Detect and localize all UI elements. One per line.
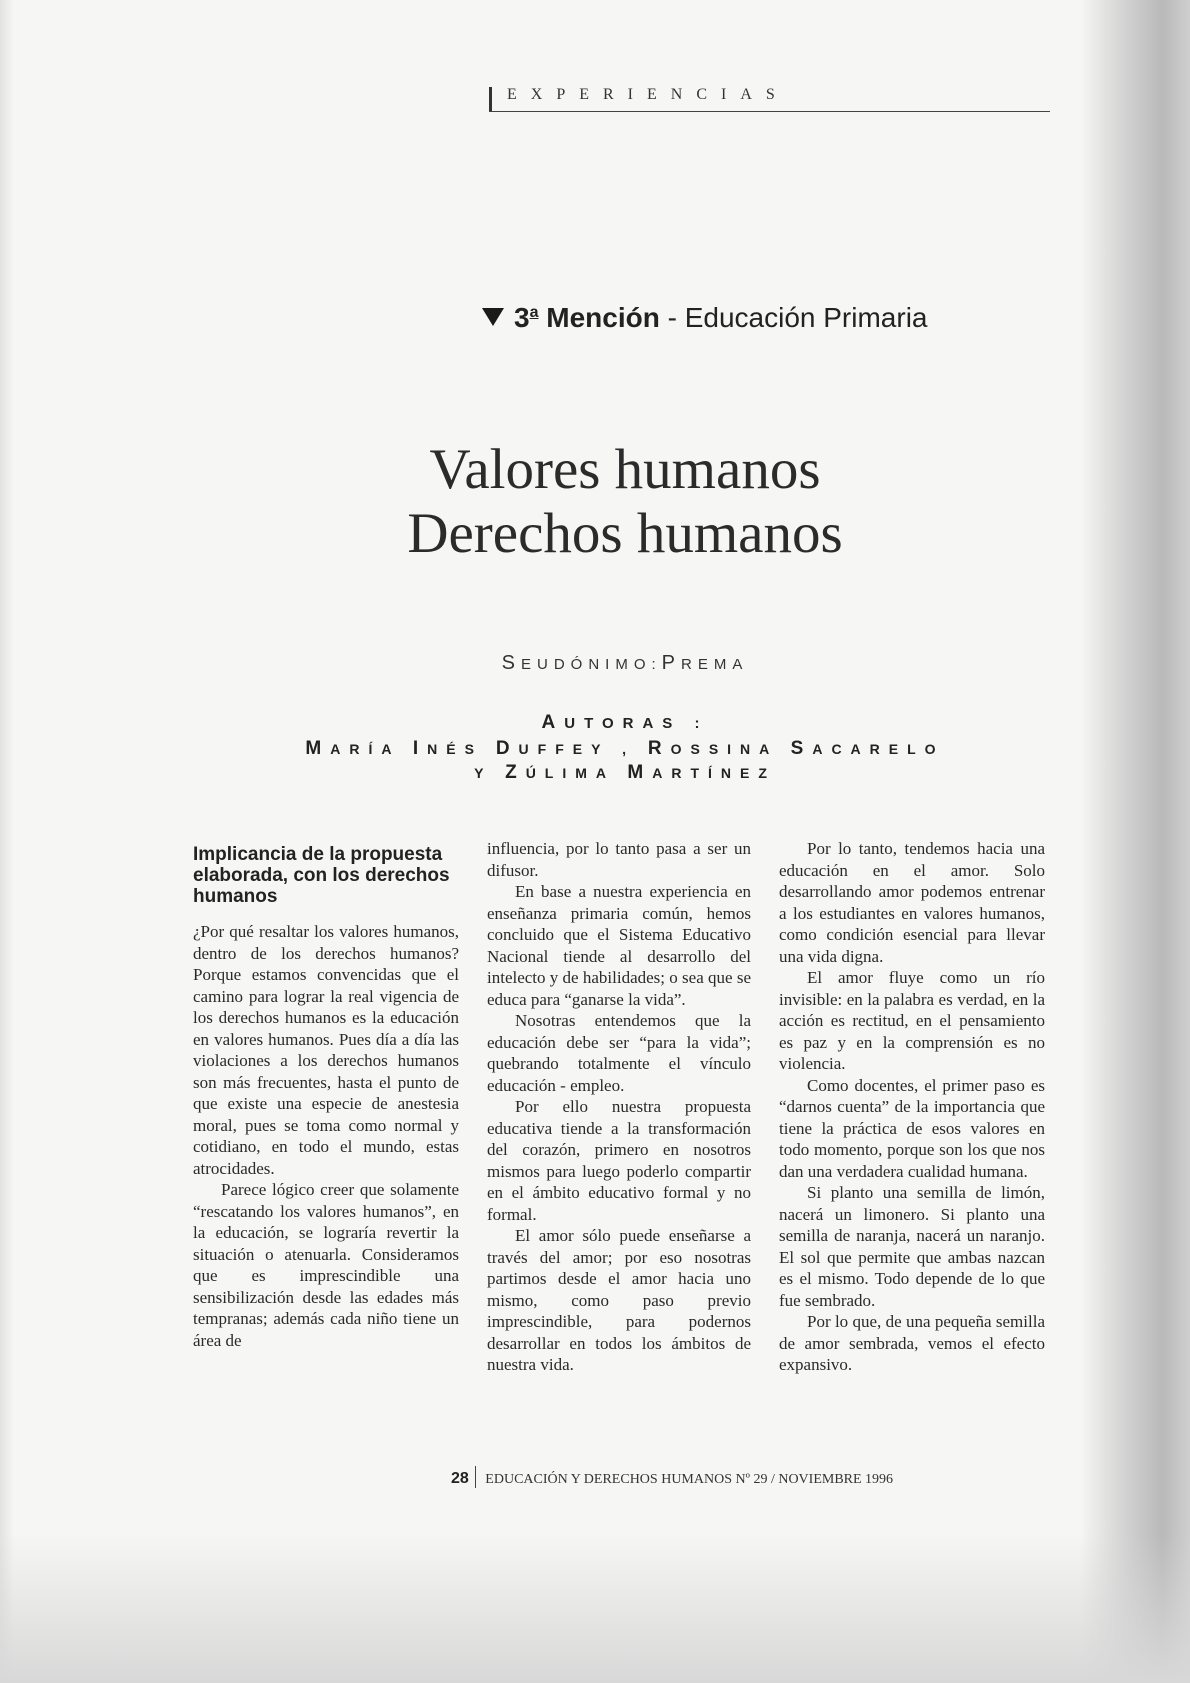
section-bar-icon — [489, 87, 492, 111]
subheading: Implicancia de la propuesta elaborada, con los derechos humanos — [193, 844, 450, 907]
author-name-part: INÉS — [412, 738, 483, 759]
mention-line — [482, 302, 1042, 334]
article-title — [0, 438, 1190, 566]
authors-line-1 — [0, 738, 1190, 760]
paragraph: Por ello nuestra propuesta educativa tiende a la transformación del corazón, primero en nosotros mismos para luego poderlo compartir en el ámbito educativo formal y no formal. — [487, 1097, 751, 1224]
mention-ordinal: a — [529, 304, 539, 321]
title-line-1: Valores humanos — [429, 438, 821, 501]
body-column-3 — [779, 838, 1045, 1376]
title-line-2: Derechos humanos — [407, 502, 843, 565]
page-bottom-shadow — [0, 1533, 1190, 1683]
paragraph: Por lo que, de una pequeña semilla de amor sembrada, vemos el efecto expansivo. — [779, 1312, 1045, 1374]
paragraph: influencia, por lo tanto pasa a ser un difusor. — [487, 839, 751, 880]
section-header — [489, 85, 1050, 112]
paragraph: Si planto una semilla de limón, nacerá un limonero. Si planto una semilla de naranja, nacerá un naranjo. El sol que permite que ambas nazcan es el mismo. Todo depende de lo que fue sembrado. — [779, 1183, 1045, 1310]
mention-rank: 3$^a$ Mención — [514, 302, 660, 333]
issue-info: Nº 29 / NOVIEMBRE 1996 — [735, 1472, 894, 1487]
pseudonym-label: EUDÓNIMO — [520, 656, 652, 673]
paragraph: Como docentes, el primer paso es “darnos cuenta” de la importancia que tiene la práctica de esos valores en todo momento, porque son los que nos dan una verdadera cualidad humana. — [779, 1075, 1045, 1181]
pseudonym-sep: : — [651, 656, 662, 673]
paragraph: ¿Por qué resaltar los valores humanos, dentro de los derechos humanos? Porque estamos convencidas que el camino para lograr la real vigencia de los derechos humanos es la educación en valores humanos. Pues día a día las violaciones a los derechos humanos son más frecuentes, hasta el punto de que existe una especie de anestesia moral, pues se toma como normal y cotidiano, en todo el mundo, estas atrocidades. — [193, 922, 459, 1178]
page-left-edge — [0, 0, 14, 1683]
mention-word: Mención — [546, 302, 660, 333]
author-name-part: ZÚLIMA — [505, 762, 615, 783]
author-name-part: MARTÍNEZ — [627, 762, 776, 783]
publication-name: EDUCACIÓN Y DERECHOS HUMANOS — [485, 1472, 732, 1487]
author-name-part: SACARELO — [790, 738, 945, 759]
pseudonym-value: REMA — [681, 656, 749, 673]
paragraph: En base a nuestra experiencia en enseñanza primaria común, hemos concluido que el Sistema Educativo Nacional tiende al desarrollo del intelecto y de habilidades; o sea que se educa para “ganarse la vida”. — [487, 882, 751, 1009]
body-column-1 — [193, 844, 459, 1351]
section-label: EXPERIENCIAS — [507, 86, 789, 103]
pseudonym-label-initial: S — [501, 652, 521, 674]
paragraph: Parece lógico creer que solamente “rescatando los valores humanos”, en la educación, se lograría revertir la situación o atenuarla. Consideramos que es imprescindible una sensibilización desde las edades más tempranas; además cada niño tiene un área de — [193, 1180, 459, 1350]
author-name-part: ROSSINA — [647, 738, 778, 759]
authors-label — [0, 712, 1190, 734]
page-number: 28 — [451, 1470, 469, 1487]
footer-divider — [475, 1466, 476, 1488]
author-name-part: MARÍA — [305, 738, 400, 759]
paragraph: El amor sólo puede enseñarse a través del amor; por eso nosotras partimos desde el amor hacia uno mismo, como paso previo imprescindible, para podernos desarrollar en todos los ámbitos de nuestra vida. — [487, 1226, 751, 1374]
page-footer — [451, 1466, 893, 1488]
mention-category: - Educación Primaria — [667, 302, 928, 333]
paragraph: Por lo tanto, tendemos hacia una educación en el amor. Solo desarrollando amor podemos entrenar a los estudiantes en valores humanos, como condición esencial para llevar una vida digna. — [779, 839, 1045, 966]
author-name-part: DUFFEY , — [495, 738, 635, 759]
paragraph: Nosotras entendemos que la educación debe ser “para la vida”; quebrando totalmente el vínculo educación - empleo. — [487, 1011, 751, 1095]
author-name-part: Y — [474, 765, 493, 781]
paragraph: El amor fluye como un río invisible: en la palabra es verdad, en la acción es rectitud, en el pensamiento es paz y en la comprensión es no violencia. — [779, 968, 1045, 1073]
authors-label-initial: A — [541, 712, 565, 733]
triangle-down-icon — [482, 308, 504, 326]
body-column-2 — [487, 838, 751, 1376]
page-binding-shadow — [1080, 0, 1190, 1683]
authors-label-rest: UTORAS : — [564, 715, 709, 732]
pseudonym — [0, 652, 1190, 675]
authors-line-2 — [0, 762, 1190, 784]
pseudonym-value-initial: P — [661, 652, 681, 674]
